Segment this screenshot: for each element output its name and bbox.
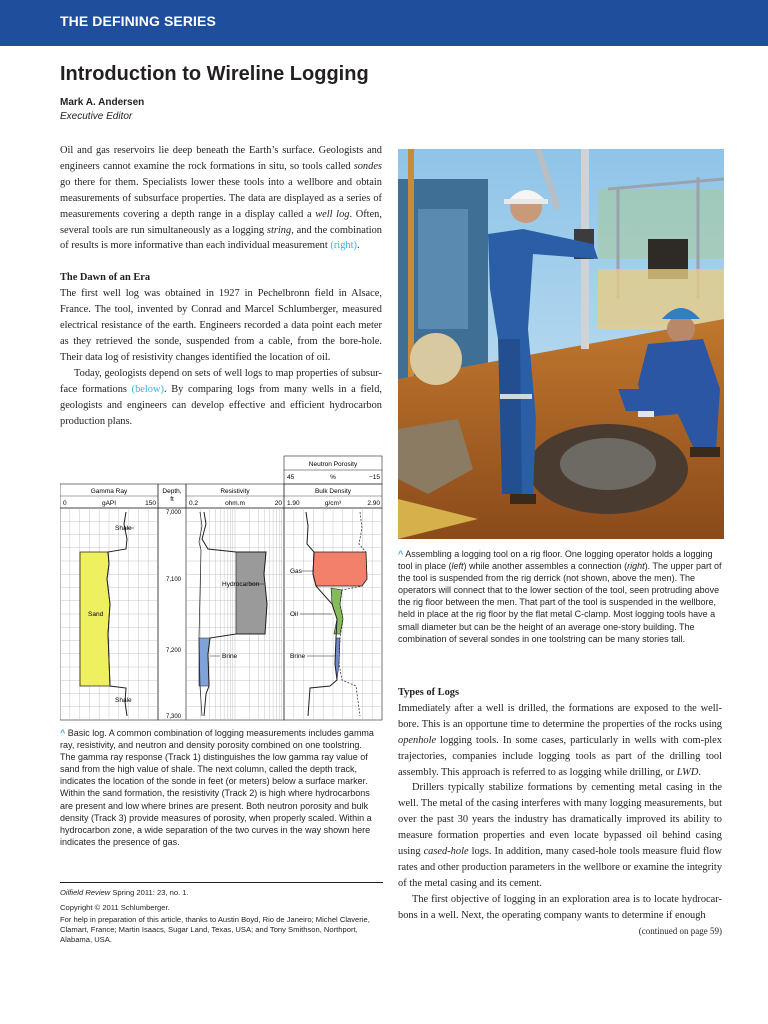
label-shale-bottom: Shale xyxy=(115,697,132,704)
text-run: Today, geologists depend on sets of well logs to map properties of subsur-face formations xyxy=(60,367,382,395)
gas-fill xyxy=(313,552,367,586)
types-paragraph-1 xyxy=(398,701,722,781)
depth-unit: ft xyxy=(170,496,174,503)
footer-thanks: For help in preparation of this article, thanks to Austin Boyd, Rio de Janeiro; Michel Claverie, Clamart, France; Martin Isaacs, Sugar Land, Texas, USA; and Tony Smithson, Northport, Alabama, USA. xyxy=(60,915,370,944)
track2-grid xyxy=(186,508,284,720)
photo-caption xyxy=(398,548,722,645)
label-brine-track2: Brine xyxy=(222,653,238,660)
gamma-ray-unit: gAPI xyxy=(101,500,117,507)
caret-icon: ^ xyxy=(60,728,66,738)
text-run: . xyxy=(698,766,701,778)
article-title: Introduction to Wireline Logging xyxy=(60,63,369,85)
text-run: ) while another assembles a connection ( xyxy=(463,561,628,572)
header-bar xyxy=(0,0,768,46)
resistivity-unit: ohm.m xyxy=(225,500,245,507)
log-caption-text: Basic log. A common combination of logging measurements includes gamma ray, resistivity, and neutron and density porosity combined on one toolstring. The gamma ray response (Track 1) distinguishes the low gamma ray value of sand from the high value of shale. The next column, called the depth track, indicates the location of the sonde in feet (or meters) below a surface marker. Within the sand formation, the resistivity (Track 2) is high where hydrocarbons are present and low where brines are present. Both neutron porosity and bulk density (Track 3) provide measures of porosity, when properly scaled. Within a hydrocarbon zone, a wide separation of the two curves in the way shown here indicates the presence of gas. xyxy=(60,728,374,847)
gamma-ray-min: 0 xyxy=(63,500,67,507)
text-run: . Often, several tools are run simultaneously as a logging xyxy=(60,208,382,236)
section-heading-types: Types of Logs xyxy=(398,687,460,698)
log-caption xyxy=(60,727,378,848)
text-run: Oil and gas reservoirs lie deep beneath the Earth’s surface. Geologists and engineers cannot examine the rock formations in situ, so tools called xyxy=(60,145,382,172)
label-hydrocarbon: Hydrocarbon xyxy=(222,581,260,588)
footer-copyright: Copyright © 2011 Schlumberger. xyxy=(60,903,170,912)
track3-grid xyxy=(284,508,382,720)
right-column xyxy=(398,685,722,924)
resistivity-title: Resistivity xyxy=(220,488,250,495)
left-column xyxy=(60,143,382,429)
text-run: , and the combination of results is more informative than each individual measurement xyxy=(60,224,382,252)
depth-title: Depth, xyxy=(162,488,182,495)
em-cased-hole: cased-hole xyxy=(423,846,469,858)
text-run: . By comparing logs from many wells in a field, geologists and engineers can develop effective and efficient hydrocarbon production plans. xyxy=(60,383,382,427)
author-name: Mark A. Andersen xyxy=(60,97,145,108)
types-paragraph-3: The first objective of logging in an exploration area is to locate hydrocar-bons in a well. Next, the operating company wants to determine if enough xyxy=(398,893,722,921)
np-left: 45 xyxy=(287,474,295,481)
dawn-paragraph-1: The first well log was obtained in 1927 in Pechelbronn field in Alsace, France. The tool, invented by Conrad and Marcel Schlumberger, measured electrical resistance of the earth. Engineers recorded a data point each meter as they retrieved the sonde, suspended from a cable, from the bore-hole. Their data log of resistivity changes identified the location of oil. xyxy=(60,288,382,363)
figure-ref-right[interactable]: (right) xyxy=(330,240,357,252)
depth-tick-7200: 7,200 xyxy=(165,648,181,654)
depth-tick-7300: 7,300 xyxy=(165,714,181,720)
em-left: left xyxy=(451,561,464,572)
np-right: −15 xyxy=(368,474,380,481)
text-run: Immediately after a well is drilled, the formations are exposed to the well-bore. This is an opportune time to determine the properties of the rocks using xyxy=(398,702,722,730)
dawn-paragraph-2 xyxy=(60,366,382,430)
neutron-porosity-title: Neutron Porosity xyxy=(308,461,358,468)
depth-tick-7000: 7,000 xyxy=(165,510,181,516)
text-run: logs. In addition, many cased-hole tools measure fluid flow rates and other production parameters in the wellbore or examine the integrity of the metal casing and its cement. xyxy=(398,846,723,889)
em-right: right xyxy=(627,561,645,572)
bulk-density-title: Bulk Density xyxy=(314,488,352,495)
gamma-ray-max: 150 xyxy=(145,500,156,507)
label-brine-track3: Brine xyxy=(290,653,306,660)
series-label: THE DEFINING SERIES xyxy=(60,13,216,29)
gamma-ray-title: Gamma Ray xyxy=(90,488,128,495)
label-oil: Oil xyxy=(290,611,298,618)
depth-tick-7100: 7,100 xyxy=(165,577,181,583)
bd-left: 1.90 xyxy=(287,500,300,507)
bd-right: 2.90 xyxy=(367,500,380,507)
text-run: logging tools. In some cases, particularly in wells with com-plex trajectories, companies include logging tools as part of the drilling tool assembly. This approach is referred to as logging while drilling, or xyxy=(398,734,722,778)
journal-issue: Spring 2011: 23, no. 1. xyxy=(112,888,189,897)
footer-journal-line xyxy=(60,888,380,898)
em-sondes: sondes xyxy=(353,160,382,172)
label-shale-top: Shale xyxy=(115,525,132,532)
text-run: Assembling a logging tool on a rig floor. One logging operator holds a logging tool in place ( xyxy=(398,549,713,572)
em-well-log: well log xyxy=(315,208,350,220)
resistivity-min: 0.2 xyxy=(189,500,199,507)
caret-icon: ^ xyxy=(398,549,404,559)
footer-rule xyxy=(60,882,383,883)
rig-floor-photo xyxy=(398,149,724,539)
label-sand: Sand xyxy=(88,611,104,618)
sand-fill xyxy=(80,552,110,686)
continued-note: (continued on page 59) xyxy=(638,926,722,936)
journal-name: Oilfield Review xyxy=(60,888,111,897)
resistivity-max: 20 xyxy=(274,500,282,507)
hydrocarbon-fill xyxy=(236,552,267,634)
em-lwd: LWD xyxy=(676,766,699,778)
section-heading-dawn: The Dawn of an Era xyxy=(60,272,151,284)
label-gas: Gas xyxy=(290,568,302,575)
intro-paragraph xyxy=(60,143,382,254)
types-paragraph-2 xyxy=(398,780,722,891)
figure-ref-below[interactable]: (below) xyxy=(131,383,164,395)
bd-unit: g/cm³ xyxy=(324,500,342,507)
text-run: Drillers typically stabilize formations by cementing metal casing in the well. The metal of the casing interferes with many logging measurements, but over the past 30 years the industry has dramatically improved its ability to measure formation properties and even locate bypassed oil behind casing using xyxy=(398,782,722,858)
basic-log-figure xyxy=(60,454,383,722)
text-run: . xyxy=(356,240,360,252)
em-string: string xyxy=(266,224,292,236)
text-run: go there for them. Specialists lower these tools into a wellbore and obtain measurements of subsurface properties. The data are displayed as a series of measurements covering a depth range in a display called a xyxy=(60,176,382,220)
np-unit: % xyxy=(330,474,336,481)
em-openhole: openhole xyxy=(398,734,437,746)
author-role: Executive Editor xyxy=(60,111,133,122)
text-run: ). The upper part of the tool is suspended from the rig derrick (not shown, above the men). The operators will connect that to the lower section of the tool, seen protruding above the rig floor between the men. That part of the tool is suspended in the wellbore, held in place at the rig floor by the flat metal C-clamp. Most logging tools have a small diameter but can be the height of an average one-story building. The combination of several sondes in one toolstring can be many stories tall. xyxy=(398,561,722,644)
